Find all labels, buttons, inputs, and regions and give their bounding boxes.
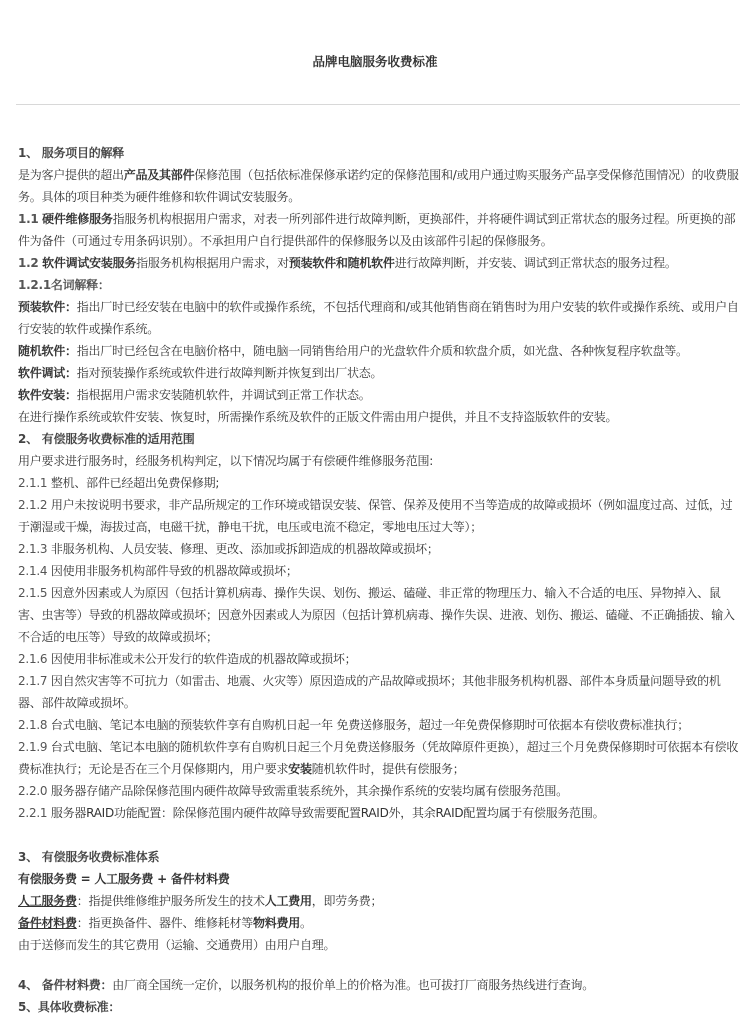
labor-fee-bold: 人工费用: [264, 894, 312, 908]
definition-text: 指根据用户需求安装随机软件，并调试到正常工作状态。: [76, 388, 371, 402]
item-number: 2.1.5: [18, 586, 48, 600]
item-number: 2.1.2: [18, 498, 48, 512]
item-term: 硬件维修服务: [42, 212, 113, 226]
item-number: 2.1.4: [18, 564, 48, 578]
document-body: [18, 142, 742, 1018]
item-2-2-1: [18, 802, 742, 824]
item-text-rest: 进行故障判断，并安装、调试到正常状态的服务过程。: [394, 256, 677, 270]
page-title: 品牌电脑服务收费标准: [312, 54, 438, 69]
definition-preinstalled: [18, 296, 742, 340]
parts-fee-term: 备件材料费: [18, 916, 77, 930]
item-text: 因意外因素或人为原因（包括计算机病毒、操作失误、划伤、搬运、磕碰、非正常的物理压力、输入不合适的电压、异物掉入、鼠害、虫害等）导致的机器故障或损坏；因意外因素或人为原因（包括计算机病毒、操作失误、进液、划伤、搬运、磕碰、不正确插拔、输入不合适的电压等）导致的故障或损坏；: [18, 586, 735, 644]
item-2-1-6: [18, 648, 742, 670]
intro-bold: 产品及其部件: [123, 168, 195, 182]
intro-text: 是为客户提供的超出: [18, 168, 124, 182]
spacer: [18, 824, 742, 846]
item-text: 因使用非服务机构部件导致的机器故障或损坏；: [50, 564, 298, 578]
item-text: 服务器存储产品除保修范围内硬件故障导致需重装系统外，其余操作系统的安装均属有偿服务范围。: [50, 784, 568, 798]
item-term-2: 预装软件和随机软件: [288, 256, 395, 270]
definition-debugging: [18, 362, 742, 384]
item-number: 2.1.6: [18, 652, 48, 666]
definition-installation: [18, 384, 742, 406]
other-fees-line: 由于送修而发生的其它费用（运输、交通费用）由用户自理。: [18, 938, 336, 952]
item-number: 2.1.9: [18, 740, 48, 754]
item-2-1-7: [18, 670, 742, 714]
section-5-heading: 5、具体收费标准：: [18, 1000, 121, 1014]
labor-fee-text: ：指提供维修维护服务所发生的技术: [76, 894, 265, 908]
item-1-1: [18, 208, 742, 252]
section-4-heading: 4、 备件材料费：: [18, 978, 113, 992]
item-2-1-1: [18, 472, 742, 494]
labor-fee-line: [18, 890, 742, 912]
item-1-2-1: 1.2.1名词解释：: [18, 278, 110, 292]
section-1-note: 在进行操作系统或软件安装、恢复时，所需操作系统及软件的正版文件需由用户提供，并且不支持盗版软件的安装。: [18, 410, 618, 424]
parts-fee-bold: 物料费用: [253, 916, 301, 930]
item-term: 软件调试安装服务: [42, 256, 137, 270]
item-text: 用户未按说明书要求，非产品所规定的工作环境或错误安装、保管、保养及使用不当等造成的故障或损坏（例如温度过高、过低，过于潮湿或干燥，海拔过高，电磁干扰，静电干扰，电压或电流不稳定，零地电压过大等）；: [18, 498, 733, 534]
spacer: [18, 956, 742, 974]
section-2-intro: 用户要求进行服务时，经服务机构判定，以下情况均属于有偿硬件维修服务范围:: [18, 454, 434, 468]
fee-formula: 有偿服务费 = 人工服务费 + 备件材料费: [18, 872, 230, 886]
definition-term: 软件调试：: [18, 366, 77, 380]
item-number: 2.2.0: [18, 784, 48, 798]
item-number: 2.1.8: [18, 718, 48, 732]
labor-fee-text-rest: ，即劳务费；: [311, 894, 383, 908]
item-bold: 安装: [288, 762, 312, 776]
item-number: 2.2.1: [18, 806, 48, 820]
item-2-1-3: [18, 538, 742, 560]
title-divider: [16, 104, 740, 105]
definition-term: 随机软件：: [18, 344, 77, 358]
definition-bundled: [18, 340, 742, 362]
item-text: 服务器RAID功能配置：除保修范围内硬件故障导致需要配置RAID外，其余RAID配置均属于有偿服务范围。: [50, 806, 605, 820]
item-text: 指服务机构根据用户需求，对表一所列部件进行故障判断，更换部件，并将硬件调试到正常状态的服务过程。所更换的部件为备件（可通过专用条码识别）。不承担用户自行提供部件的保修服务以及由该部件引起的保修服务。: [18, 212, 736, 248]
parts-fee-text: ：指更换备件、器件、维修耗材等: [76, 916, 254, 930]
section-4-text: 由厂商全国统一定价，以服务机构的报价单上的价格为准。也可拔打厂商服务热线进行查询。: [112, 978, 595, 992]
intro-text-rest: 保修范围（包括依标准保修承诺约定的保修范围和/或用户通过购买服务产品享受保修范围情况）的收费服务。具体的项目种类为硬件维修和软件调试安装服务。: [18, 168, 739, 204]
section-2-heading: 2、 有偿服务收费标准的适用范围: [18, 432, 195, 446]
item-text: 台式电脑、笔记本电脑的预装软件享有自购机日起一年 免费送修服务，超过一年免费保修期时可依据本有偿收费标准执行；: [50, 718, 689, 732]
item-number: 1.1: [18, 212, 39, 226]
item-text: 非服务机构、人员安装、修理、更改、添加或拆卸造成的机器故障或损坏；: [50, 542, 439, 556]
item-text-rest: 随机软件时，提供有偿服务；: [311, 762, 465, 776]
item-text: 台式电脑、笔记本电脑的随机软件享有自购机日起三个月免费送修服务（凭故障原件更换），超过三个月免费保修期时可依据本有偿收费标准执行；无论是否在三个月保修期内，用户要求: [18, 740, 739, 776]
item-2-1-4: [18, 560, 742, 582]
definition-text: 指出厂时已经安装在电脑中的软件或操作系统，不包括代理商和/或其他销售商在销售时为用户安装的软件或操作系统、或用户自行安装的软件或操作系统。: [18, 300, 739, 336]
item-text: 指服务机构根据用户需求，对: [136, 256, 289, 270]
item-number: 2.1.3: [18, 542, 48, 556]
item-text: 因自然灾害等不可抗力（如雷击、地震、火灾等）原因造成的产品故障或损坏；其他非服务机构机器、部件本身质量问题导致的机器、部件故障或损坏。: [18, 674, 721, 710]
item-2-1-5: [18, 582, 742, 648]
section-1-intro: [18, 164, 742, 208]
section-4: [18, 974, 742, 996]
definition-term: 软件安装：: [18, 388, 77, 402]
item-text: 因使用非标准或未公开发行的软件造成的机器故障或损坏；: [50, 652, 357, 666]
section-1-heading: 1、 服务项目的解释: [18, 146, 125, 160]
labor-fee-term: 人工服务费: [18, 894, 77, 908]
definition-text: 指出厂时已经包含在电脑价格中，随电脑一同销售给用户的光盘软件介质和软盘介质，如光盘、各种恢复程序软盘等。: [76, 344, 688, 358]
definition-term: 预装软件：: [18, 300, 77, 314]
item-number: 2.1.7: [18, 674, 48, 688]
item-2-1-2: [18, 494, 742, 538]
item-number: 2.1.1: [18, 476, 48, 490]
parts-fee-line: [18, 912, 742, 934]
item-number: 1.2: [18, 256, 39, 270]
parts-fee-text-rest: 。: [300, 916, 312, 930]
definition-text: 指对预装操作系统或软件进行故障判断并恢复到出厂状态。: [76, 366, 383, 380]
item-2-1-9: [18, 736, 742, 780]
item-text: 整机、部件已经超出免费保修期;: [50, 476, 220, 490]
section-3-heading: 3、 有偿服务收费标准体系: [18, 850, 160, 864]
item-1-2: [18, 252, 742, 274]
item-2-1-8: [18, 714, 742, 736]
item-2-2-0: [18, 780, 742, 802]
